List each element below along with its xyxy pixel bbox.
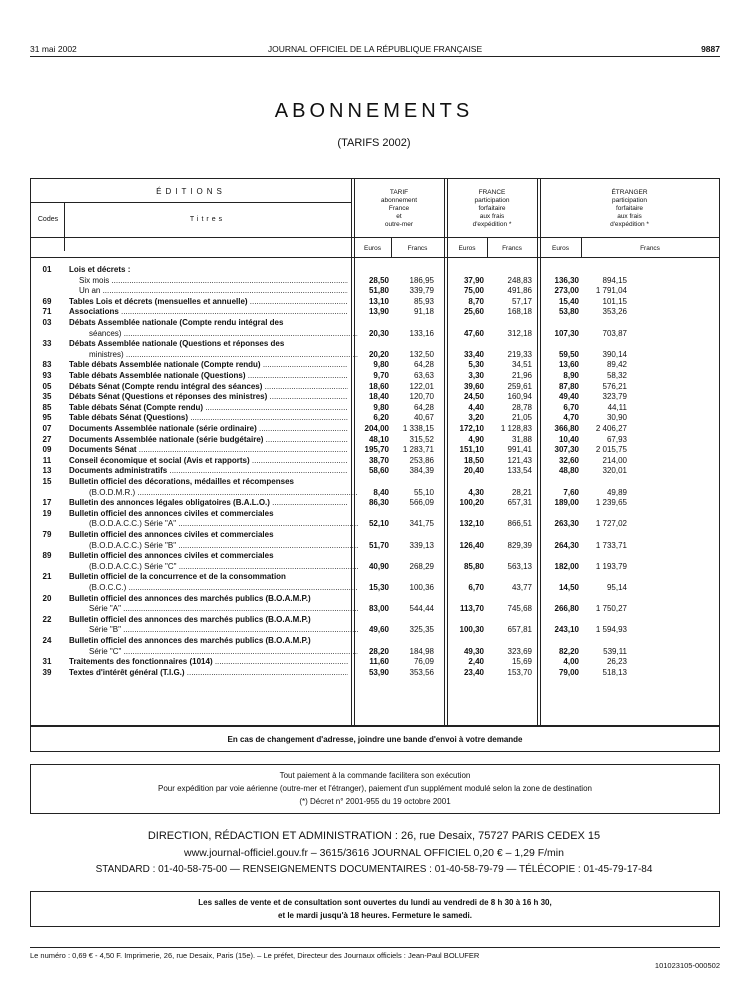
france-euros: 23,40: [463, 667, 484, 677]
tarif-francs: 339,79: [409, 286, 434, 296]
etranger-euros: 182,00: [554, 561, 579, 571]
row-title: Série "A" .....: [89, 603, 358, 614]
etranger-francs: 894,15: [602, 275, 627, 285]
france-francs: 829,39: [507, 540, 532, 550]
row-title: Documents Assemblée nationale (série ordinaire) .....: [69, 423, 348, 434]
titres-heading: Titres: [189, 216, 226, 223]
etranger-euros: 4,70: [563, 413, 579, 423]
row-title: Série "B" .....: [89, 624, 358, 635]
etranger-francs: 1 733,71: [595, 540, 627, 550]
france-francs: 34,51: [511, 360, 532, 370]
etranger-euros: 366,80: [554, 424, 579, 433]
row-title: Bulletin officiel des annonces civiles et commerciales: [69, 530, 274, 539]
tarif-euros: 13,10: [368, 296, 389, 306]
tarif-euros: 204,00: [364, 424, 389, 433]
etranger-euros: 79,00: [558, 667, 579, 677]
row-title: Un an .....: [79, 285, 348, 296]
tarif-euros: 13,90: [368, 307, 389, 317]
row-code: 11: [42, 455, 52, 465]
row-title: Bulletin officiel de la concurrence et de la consommation: [69, 572, 286, 582]
etranger-euros: 14,50: [558, 583, 579, 592]
row-title: Bulletin officiel des décorations, médailles et récompenses: [69, 477, 294, 486]
row-code: 22: [42, 614, 52, 624]
unit-euros: Euros: [364, 245, 381, 252]
header-page-number: 9887: [701, 44, 720, 54]
etranger-euros: 263,30: [554, 519, 579, 529]
etranger-francs: 1 239,65: [595, 498, 627, 508]
france-euros: 18,50: [463, 455, 484, 465]
row-code: 95: [42, 413, 52, 423]
tarif-francs: 133,16: [409, 328, 434, 338]
tarif-francs: 1 283,71: [402, 445, 434, 455]
row-title: Textes d'intérêt général (T.I.G.) .....: [69, 667, 348, 678]
tarif-francs: 384,39: [409, 466, 434, 476]
row-code: 07: [42, 424, 52, 433]
etranger-euros: 49,40: [558, 392, 579, 402]
etranger-euros: 266,80: [554, 604, 579, 614]
unit-francs: Francs: [502, 245, 522, 252]
france-francs: 133,54: [507, 466, 532, 476]
tarif-francs: 63,63: [413, 371, 434, 380]
france-euros: 4,90: [468, 434, 484, 444]
tarif-francs: 325,35: [409, 625, 434, 635]
france-euros: 113,70: [459, 604, 484, 614]
row-title: Conseil économique et social (Avis et rapports) .....: [69, 455, 348, 466]
row-code: 89: [42, 551, 52, 561]
france-francs: 323,69: [507, 646, 532, 656]
france-euros: 25,60: [463, 307, 484, 317]
france-francs: 153,70: [507, 667, 532, 677]
france-francs: 57,17: [511, 296, 532, 306]
etranger-francs: 214,00: [602, 455, 627, 465]
tarif-francs: 64,28: [413, 402, 434, 412]
etranger-francs: 1 791,04: [595, 286, 627, 296]
row-code: 03: [42, 318, 52, 327]
row-code: 27: [42, 434, 52, 444]
etranger-francs: 89,42: [606, 360, 627, 370]
etranger-francs: 1 750,27: [595, 604, 627, 614]
tarif-euros: 38,70: [368, 455, 389, 465]
page-title: ABONNEMENTS: [274, 100, 474, 122]
payment-line: Tout paiement à la commande facilitera son exécution: [279, 771, 471, 780]
tarif-francs: 91,18: [413, 307, 434, 317]
tarif-euros: 40,90: [368, 561, 389, 571]
tarif-euros: 49,60: [368, 625, 389, 635]
tarif-column-header: TARIF abonnement France et outre-mer: [380, 189, 418, 228]
etranger-euros: 87,80: [558, 381, 579, 391]
france-euros: 100,20: [459, 498, 484, 508]
tarif-francs: 268,29: [409, 561, 434, 571]
tarif-francs: 120,70: [409, 392, 434, 402]
opening-hours: [30, 891, 720, 927]
etranger-francs: 1 594,93: [595, 625, 627, 635]
tarif-euros: 18,40: [368, 392, 389, 402]
row-title: Débats Assemblée nationale (Questions et réponses des: [69, 339, 285, 349]
tarif-euros: 58,60: [368, 466, 389, 476]
row-title: Six mois .....: [79, 275, 348, 286]
france-francs: 1 128,83: [500, 424, 532, 433]
etranger-francs: 49,89: [606, 487, 627, 497]
row-title: Bulletin officiel des annonces des marchés publics (B.O.A.M.P.): [69, 593, 311, 603]
tarif-euros: 28,50: [368, 275, 389, 285]
row-title: Lois et décrets :: [69, 265, 131, 274]
france-francs: 121,43: [507, 455, 532, 465]
codes-heading: Codes: [37, 216, 59, 223]
etranger-francs: 390,14: [602, 349, 627, 359]
row-code: 35: [42, 392, 52, 402]
etranger-francs: 576,21: [602, 381, 627, 391]
etranger-francs: 1 193,79: [595, 561, 627, 571]
etranger-euros: 82,20: [558, 646, 579, 656]
unit-francs: Francs: [640, 245, 660, 252]
row-title: Associations .....: [69, 306, 348, 317]
tarif-francs: 64,28: [413, 360, 434, 370]
row-title: Bulletin officiel des annonces des marchés publics (B.O.A.M.P.): [69, 636, 311, 645]
france-euros: 3,30: [468, 371, 484, 380]
row-title: Traitements des fonctionnaires (1014) .....: [69, 656, 348, 667]
hours-line: Les salles de vente et de consultation sont ouvertes du lundi au vendredi de 8 h 30 à 16 h 30,: [198, 898, 552, 907]
row-code: 21: [42, 572, 52, 582]
unit-francs: Francs: [407, 245, 428, 252]
tarif-euros: 9,80: [373, 402, 389, 412]
france-francs: 563,13: [507, 561, 532, 571]
etranger-euros: 6,70: [563, 402, 579, 412]
etranger-euros: 264,30: [554, 540, 579, 550]
row-code: 09: [42, 445, 52, 455]
france-francs: 657,81: [507, 625, 532, 635]
france-francs: 21,05: [511, 413, 532, 423]
footer-imprint: Le numéro : 0,69 € - 4,50 F. Imprimerie, 26, rue Desaix, Paris (15e). – Le préfet, Directeur des Journaux officiels : Jean-Paul BOLUFER: [30, 947, 720, 960]
row-title: séances) .....: [89, 328, 358, 339]
france-euros: 33,40: [463, 349, 484, 359]
france-francs: 745,68: [507, 604, 532, 614]
france-francs: 168,18: [507, 307, 532, 317]
payment-line: (*) Décret n° 2001-955 du 19 octobre 2001: [299, 797, 451, 806]
france-euros: 37,90: [463, 275, 484, 285]
france-euros: 151,10: [459, 445, 484, 455]
france-francs: 21,96: [511, 371, 532, 380]
france-francs: 31,88: [511, 434, 532, 444]
row-code: 19: [42, 508, 52, 518]
france-column-header: FRANCE participation forfaitaire aux frais d'expédition *: [472, 189, 512, 228]
etranger-euros: 32,60: [558, 455, 579, 465]
france-francs: 160,94: [507, 392, 532, 402]
etranger-francs: 2 015,75: [595, 445, 627, 455]
row-code: 05: [42, 381, 52, 391]
tarif-euros: 51,70: [368, 540, 389, 550]
tarif-francs: 315,52: [409, 434, 434, 444]
editions-heading: ÉDITIONS: [156, 187, 226, 196]
unit-euros: Euros: [458, 245, 476, 252]
france-francs: 28,21: [511, 487, 532, 497]
france-euros: 100,30: [459, 625, 484, 635]
row-code: 01: [42, 265, 52, 274]
row-code: 13: [42, 466, 52, 476]
tarif-francs: 253,86: [409, 455, 434, 465]
france-euros: 8,70: [468, 296, 484, 306]
tarif-francs: 353,56: [409, 667, 434, 677]
france-euros: 75,00: [463, 286, 484, 296]
row-code: 39: [42, 667, 52, 677]
france-euros: 39,60: [463, 381, 484, 391]
etranger-euros: 136,30: [554, 275, 579, 285]
etranger-euros: 53,80: [558, 307, 579, 317]
france-euros: 4,40: [468, 402, 484, 412]
tarif-euros: 86,30: [368, 498, 389, 508]
france-euros: 5,30: [468, 360, 484, 370]
row-code: 31: [42, 657, 52, 667]
row-title: (B.O.D.A.C.C.) Série "B" .....: [89, 540, 358, 551]
row-code: 85: [42, 402, 52, 412]
row-title: (B.O.D.M.R.) .....: [89, 487, 358, 498]
row-title: ministres) .....: [89, 349, 358, 360]
tarif-francs: 122,01: [409, 381, 434, 391]
row-code: 83: [42, 360, 52, 370]
france-euros: 126,40: [459, 540, 484, 550]
etranger-francs: 539,11: [603, 646, 627, 656]
page-subtitle: (TARIFS 2002): [337, 137, 411, 149]
row-code: 79: [42, 530, 52, 539]
france-euros: 20,40: [463, 466, 484, 476]
etranger-euros: 10,40: [558, 434, 579, 444]
page-header: [30, 44, 720, 57]
france-francs: 248,83: [507, 275, 532, 285]
france-francs: 991,41: [507, 445, 532, 455]
phone-numbers: STANDARD : 01-40-58-75-00 — RENSEIGNEMENTS DOCUMENTAIRES : 01-40-58-79-79 — TÉLÉCOPIE : 01-45-79-17-84: [95, 864, 653, 875]
etranger-francs: 58,32: [606, 371, 627, 380]
france-euros: 85,80: [463, 561, 484, 571]
row-title: Bulletin officiel des annonces des marchés publics (B.O.A.M.P.): [69, 614, 311, 624]
tarif-francs: 339,13: [409, 540, 434, 550]
etranger-euros: 15,40: [558, 296, 579, 306]
etranger-francs: 2 406,27: [595, 424, 627, 433]
direction-address: DIRECTION, RÉDACTION ET ADMINISTRATION : 26, rue Desaix, 75727 PARIS CEDEX 15: [147, 830, 601, 842]
tarif-francs: 76,09: [413, 657, 434, 667]
row-title: Débats Assemblée nationale (Compte rendu intégral des: [69, 318, 284, 327]
tarif-francs: 1 338,15: [402, 424, 434, 433]
header-date: 31 mai 2002: [30, 44, 77, 54]
etranger-euros: 107,30: [554, 328, 579, 338]
payment-line: Pour expédition par voie aérienne (outre-mer et l'étranger), paiement d'un supplément modulé selon la zone de destination: [158, 784, 592, 793]
france-francs: 43,77: [511, 583, 532, 592]
tarif-francs: 341,75: [409, 519, 434, 529]
etranger-column-header: ÉTRANGER participation forfaitaire aux frais d'expédition *: [610, 189, 649, 228]
hours-line: et le mardi jusqu'à 18 heures. Fermeture le samedi.: [278, 911, 472, 920]
tarif-francs: 566,09: [409, 498, 434, 508]
tarif-euros: 195,70: [364, 445, 389, 455]
row-title: (B.O.D.A.C.C.) Série "A" .....: [89, 518, 358, 529]
tarif-francs: 186,95: [409, 275, 434, 285]
etranger-euros: 7,60: [563, 487, 579, 497]
tarif-francs: 40,67: [413, 413, 434, 423]
etranger-francs: 101,15: [602, 296, 627, 306]
etranger-francs: 95,14: [606, 583, 627, 592]
france-francs: 219,33: [507, 349, 532, 359]
france-francs: 312,18: [507, 328, 532, 338]
row-title: Documents Assemblée nationale (série budgétaire) .....: [69, 434, 348, 445]
tarif-euros: 8,40: [373, 487, 389, 497]
row-code: 33: [42, 339, 52, 349]
france-euros: 132,10: [459, 519, 484, 529]
address-change-notice: En cas de changement d'adresse, joindre une bande d'envoi à votre demande: [30, 726, 720, 752]
row-title: Débats Sénat (Questions et réponses des ministres) .....: [69, 391, 348, 402]
etranger-euros: 4,00: [563, 657, 579, 667]
row-code: 93: [42, 371, 52, 380]
payment-info: [30, 764, 720, 814]
france-francs: 259,61: [507, 381, 532, 391]
tarif-francs: 184,98: [409, 646, 434, 656]
row-title: Documents administratifs .....: [69, 465, 348, 476]
etranger-francs: 44,11: [607, 402, 627, 412]
web-minitel-line: www.journal-officiel.gouv.fr – 3615/3616 JOURNAL OFFICIEL 0,20 € – 1,29 F/min: [184, 847, 564, 859]
row-code: 15: [42, 477, 52, 486]
etranger-francs: 518,13: [602, 667, 627, 677]
row-code: 71: [42, 307, 52, 317]
france-francs: 491,86: [507, 286, 532, 296]
tarif-euros: 11,60: [369, 657, 389, 667]
row-title: Bulletin officiel des annonces civiles et commerciales: [69, 551, 274, 561]
tarif-euros: 20,30: [368, 328, 389, 338]
tarif-euros: 20,20: [368, 349, 389, 359]
france-euros: 24,50: [463, 392, 484, 402]
etranger-francs: 30,90: [606, 413, 627, 423]
row-title: Bulletin des annonces légales obligatoires (B.A.L.O.) .....: [69, 497, 348, 508]
etranger-euros: 307,30: [554, 445, 579, 455]
etranger-euros: 243,10: [554, 625, 579, 635]
tarif-euros: 53,90: [368, 667, 389, 677]
row-title: Série "C" .....: [89, 646, 358, 657]
tarif-euros: 83,00: [368, 604, 389, 614]
tarif-francs: 132,50: [409, 349, 434, 359]
france-francs: 28,78: [511, 402, 532, 412]
row-title: (B.O.C.C.) .....: [89, 582, 358, 593]
unit-euros: Euros: [552, 245, 569, 252]
tarif-euros: 15,30: [368, 583, 389, 592]
etranger-euros: 189,00: [554, 498, 579, 508]
footer-code: 101023105-000502: [654, 961, 720, 970]
row-title: Table débats Sénat (Compte rendu) .....: [69, 402, 348, 413]
etranger-francs: 320,01: [602, 466, 627, 476]
tarif-euros: 52,10: [368, 519, 389, 529]
tariff-table: [30, 178, 720, 726]
france-euros: 172,10: [459, 424, 484, 433]
row-title: Débats Sénat (Compte rendu intégral des séances) .....: [69, 381, 348, 392]
france-francs: 866,51: [507, 519, 532, 529]
tarif-francs: 85,93: [413, 296, 434, 306]
row-code: 69: [42, 296, 52, 306]
row-title: Table débats Assemblée nationale (Questions) .....: [69, 370, 348, 381]
tarif-francs: 544,44: [409, 604, 434, 614]
tarif-euros: 18,60: [368, 381, 389, 391]
etranger-euros: 59,50: [558, 349, 579, 359]
tarif-euros: 6,20: [373, 413, 389, 423]
etranger-francs: 703,87: [602, 328, 627, 338]
row-title: Table débats Assemblée nationale (Compte rendu) .....: [69, 359, 348, 370]
tarif-euros: 9,80: [373, 360, 389, 370]
tarif-euros: 28,20: [368, 646, 389, 656]
france-francs: 15,69: [511, 657, 532, 667]
tarif-francs: 100,36: [409, 583, 434, 592]
france-euros: 49,30: [463, 646, 484, 656]
row-title: Bulletin officiel des annonces civiles et commerciales: [69, 508, 274, 518]
etranger-euros: 273,00: [554, 286, 579, 296]
etranger-euros: 13,60: [558, 360, 579, 370]
etranger-francs: 26,23: [606, 657, 627, 667]
etranger-francs: 67,93: [606, 434, 627, 444]
france-euros: 6,70: [468, 583, 484, 592]
etranger-francs: 323,79: [602, 392, 627, 402]
france-euros: 3,20: [468, 413, 484, 423]
tarif-euros: 48,10: [368, 434, 389, 444]
tarif-euros: 9,70: [373, 371, 389, 380]
header-journal-title: JOURNAL OFFICIEL DE LA RÉPUBLIQUE FRANÇAISE: [267, 44, 483, 54]
row-title: Documents Sénat .....: [69, 444, 348, 455]
etranger-francs: 353,26: [602, 307, 627, 317]
etranger-euros: 8,90: [563, 371, 579, 380]
row-code: 20: [42, 593, 52, 603]
france-euros: 47,60: [463, 328, 484, 338]
france-francs: 657,31: [507, 498, 532, 508]
france-euros: 4,30: [468, 487, 484, 497]
tarif-francs: 55,10: [413, 487, 434, 497]
row-title: Tables Lois et décrets (mensuelles et annuelle) .....: [69, 296, 348, 307]
france-euros: 2,40: [468, 657, 484, 667]
tarif-euros: 51,80: [368, 286, 389, 296]
etranger-francs: 1 727,02: [595, 519, 627, 529]
row-title: Table débats Sénat (Questions) .....: [69, 412, 348, 423]
row-code: 17: [42, 498, 52, 508]
etranger-euros: 48,80: [558, 466, 579, 476]
row-code: 24: [42, 636, 52, 645]
row-title: (B.O.D.A.C.C.) Série "C" .....: [89, 561, 358, 572]
